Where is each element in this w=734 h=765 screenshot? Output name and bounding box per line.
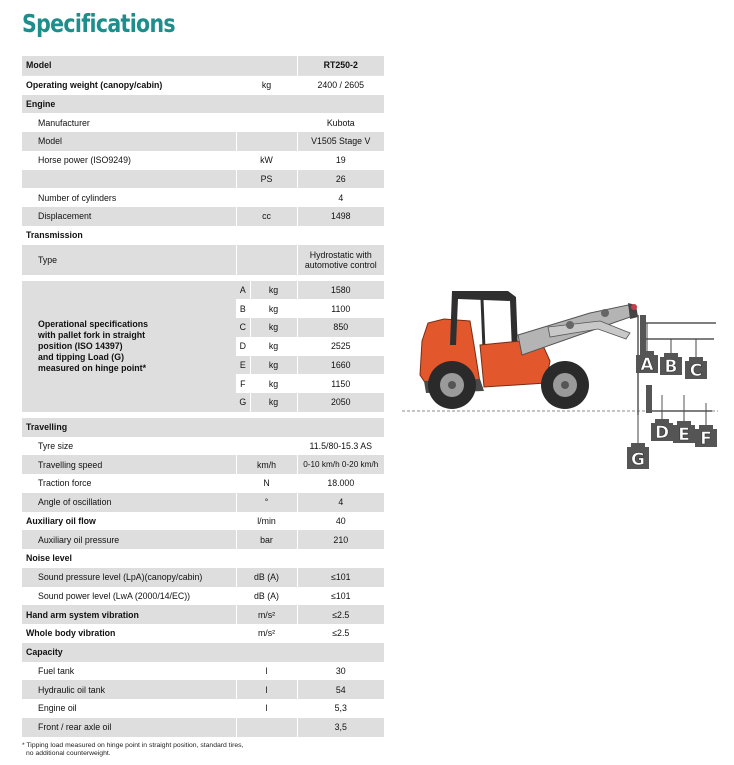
engine-model-value: V1505 Stage V [297, 132, 384, 151]
transmission-type-line1: Hydrostatic with [309, 249, 372, 260]
load-weight-c [685, 339, 707, 381]
oscillation-label: Angle of oscillation [22, 493, 236, 512]
header-model-value: RT250-2 [297, 56, 384, 75]
whole-body-vibration-label: Whole body vibration [26, 628, 116, 639]
transmission-type-value [297, 245, 384, 275]
pallet-fork-raised [640, 315, 646, 353]
table-row [22, 188, 384, 207]
whole-body-vibration-value: ≤2.5 [297, 624, 384, 643]
horse-power-unit-ps: PS [236, 170, 297, 189]
displacement-value: 1498 [297, 207, 384, 226]
horse-power-value-ps: 26 [297, 170, 384, 189]
load-label-b: B [664, 357, 678, 377]
section-heading-row [22, 418, 384, 437]
table-row [22, 699, 384, 718]
table-row [22, 718, 384, 737]
load-letter: G [236, 393, 250, 412]
table-row [22, 207, 384, 226]
load-label-g: G [631, 450, 645, 470]
capacity-heading: Capacity [22, 643, 384, 662]
hydraulic-tank-unit: l [236, 680, 297, 699]
traction-force-value: 18.000 [297, 474, 384, 493]
aux-pressure-label: Auxiliary oil pressure [22, 530, 236, 549]
op-label-line: and tipping Load (G) [38, 351, 124, 362]
footnote [22, 742, 302, 758]
manufacturer-value: Kubota [297, 113, 384, 132]
page-title: Specifications [22, 9, 175, 38]
sound-power-unit: dB (A) [236, 587, 297, 606]
table-row [22, 113, 384, 132]
load-unit: kg [250, 299, 297, 318]
table-row [22, 662, 384, 681]
displacement-label: Displacement [22, 207, 236, 226]
footnote-line: * Tipping load measured on hinge point in straight position, standard tires, [22, 742, 244, 749]
engine-oil-value: 5,3 [297, 699, 384, 718]
load-label-e: E [678, 425, 690, 445]
hand-arm-vibration-label: Hand arm system vibration [22, 605, 236, 624]
pallet-fork-lowered [646, 385, 652, 413]
travel-speed-label: Travelling speed [22, 455, 236, 474]
load-unit: kg [250, 281, 297, 300]
load-unit: kg [250, 374, 297, 393]
traction-force-unit: N [236, 474, 297, 493]
sound-pressure-value: ≤101 [297, 568, 384, 587]
cylinders-label: Number of cylinders [38, 192, 117, 203]
hydraulic-tank-label: Hydraulic oil tank [22, 680, 236, 699]
section-heading-row [22, 643, 384, 662]
load-letter: A [236, 281, 250, 300]
horse-power-label: Horse power (ISO9249) [38, 155, 131, 166]
load-letter: E [236, 356, 250, 375]
table-row [22, 568, 384, 587]
op-label-line: Operational specifications [38, 318, 148, 329]
table-row [22, 281, 384, 300]
traction-force-label: Traction force [38, 478, 92, 489]
load-label-c: C [689, 361, 703, 381]
cylinders-value: 4 [297, 188, 384, 207]
table-row [22, 530, 384, 549]
aux-flow-unit: l/min [236, 512, 297, 531]
load-letter: F [240, 378, 246, 389]
travel-speed-value: 0-10 km/h 0-20 km/h [297, 455, 384, 474]
table-row [22, 474, 384, 493]
load-letter: D [239, 341, 246, 352]
op-label-line: position (ISO 14397) [38, 340, 123, 351]
aux-flow-value: 40 [297, 512, 384, 531]
operational-specs-label [22, 281, 236, 412]
header-label: Model [22, 56, 297, 75]
sound-power-value: ≤101 [297, 587, 384, 606]
tyre-size-label: Tyre size [38, 440, 74, 451]
transmission-type-label: Type [22, 245, 236, 275]
travel-speed-unit: km/h [236, 455, 297, 474]
load-label-f: F [700, 429, 712, 449]
horse-power-unit-kw: kW [236, 151, 297, 170]
section-heading-row [22, 95, 384, 114]
table-row [22, 75, 384, 94]
aux-pressure-unit: bar [236, 530, 297, 549]
load-unit: kg [250, 393, 297, 412]
aux-flow-label: Auxiliary oil flow [26, 515, 96, 526]
load-weight-a [636, 323, 658, 375]
travelling-heading: Travelling [22, 418, 384, 437]
load-weight-b [660, 339, 682, 377]
fuel-tank-label: Fuel tank [38, 665, 75, 676]
engine-oil-unit: l [236, 699, 297, 718]
noise-heading: Noise level [26, 553, 72, 564]
table-row [22, 512, 384, 531]
load-letter: B [239, 303, 246, 314]
table-row [22, 170, 384, 189]
table-row [22, 151, 384, 170]
specifications-table [22, 56, 384, 737]
table-row [22, 680, 384, 699]
operating-weight-unit: kg [236, 75, 297, 94]
sound-pressure-unit: dB (A) [236, 568, 297, 587]
load-value: 1660 [297, 356, 384, 375]
fuel-tank-value: 30 [297, 662, 384, 681]
load-value: 1580 [297, 281, 384, 300]
oscillation-value: 4 [297, 493, 384, 512]
engine-oil-label: Engine oil [38, 703, 77, 714]
table-row [22, 437, 384, 456]
operating-weight-value: 2400 / 2605 [297, 75, 384, 94]
op-label-line: with pallet fork in straight [38, 329, 146, 340]
engine-model-label: Model [22, 132, 236, 151]
axle-oil-label: Front / rear axle oil [22, 718, 236, 737]
transmission-type-line2: automotive control [304, 259, 377, 270]
displacement-unit: cc [236, 207, 297, 226]
table-row [22, 587, 384, 606]
loader-load-diagram [400, 283, 720, 478]
load-value: 1150 [297, 374, 384, 393]
load-weight-f [695, 411, 717, 449]
sound-power-label: Sound power level (LwA (2000/14/EC)) [38, 590, 191, 601]
oscillation-unit: ° [236, 493, 297, 512]
table-row [22, 245, 384, 275]
load-letter: C [236, 318, 250, 337]
load-value: 1100 [297, 299, 384, 318]
engine-heading: Engine [22, 95, 384, 114]
load-label-a: A [640, 355, 654, 375]
load-unit: kg [250, 318, 297, 337]
table-row [22, 624, 384, 643]
table-row [22, 455, 384, 474]
axle-oil-value: 3,5 [297, 718, 384, 737]
operating-weight-label: Operating weight (canopy/cabin) [22, 75, 236, 94]
load-weight-e [673, 411, 695, 445]
load-value: 850 [297, 318, 384, 337]
table-header-row [22, 56, 384, 75]
table-row [22, 493, 384, 512]
section-heading-row [22, 226, 384, 245]
tyre-size-value: 11.5/80-15.3 AS [297, 437, 384, 456]
load-unit: kg [250, 356, 297, 375]
footnote-line: no additional counterweight. [26, 750, 111, 757]
aux-pressure-value: 210 [297, 530, 384, 549]
sound-pressure-label: Sound pressure level (LpA)(canopy/cabin) [22, 568, 236, 587]
horse-power-value-kw: 19 [297, 151, 384, 170]
manufacturer-label: Manufacturer [38, 117, 90, 128]
op-label-line: measured on hinge point* [38, 362, 147, 373]
fuel-tank-unit: l [236, 662, 297, 681]
table-row [22, 605, 384, 624]
load-weight-d [651, 411, 673, 443]
load-label-d: D [654, 423, 670, 443]
load-weight-g [627, 415, 649, 470]
hand-arm-vibration-value: ≤2.5 [297, 605, 384, 624]
section-heading-row [22, 549, 384, 568]
load-value: 2050 [297, 393, 384, 412]
load-value: 2525 [297, 337, 384, 356]
whole-body-vibration-unit: m/s² [236, 624, 297, 643]
table-row [22, 132, 384, 151]
transmission-heading: Transmission [26, 230, 83, 241]
hand-arm-vibration-unit: m/s² [236, 605, 297, 624]
load-unit: kg [250, 337, 297, 356]
hydraulic-tank-value: 54 [297, 680, 384, 699]
